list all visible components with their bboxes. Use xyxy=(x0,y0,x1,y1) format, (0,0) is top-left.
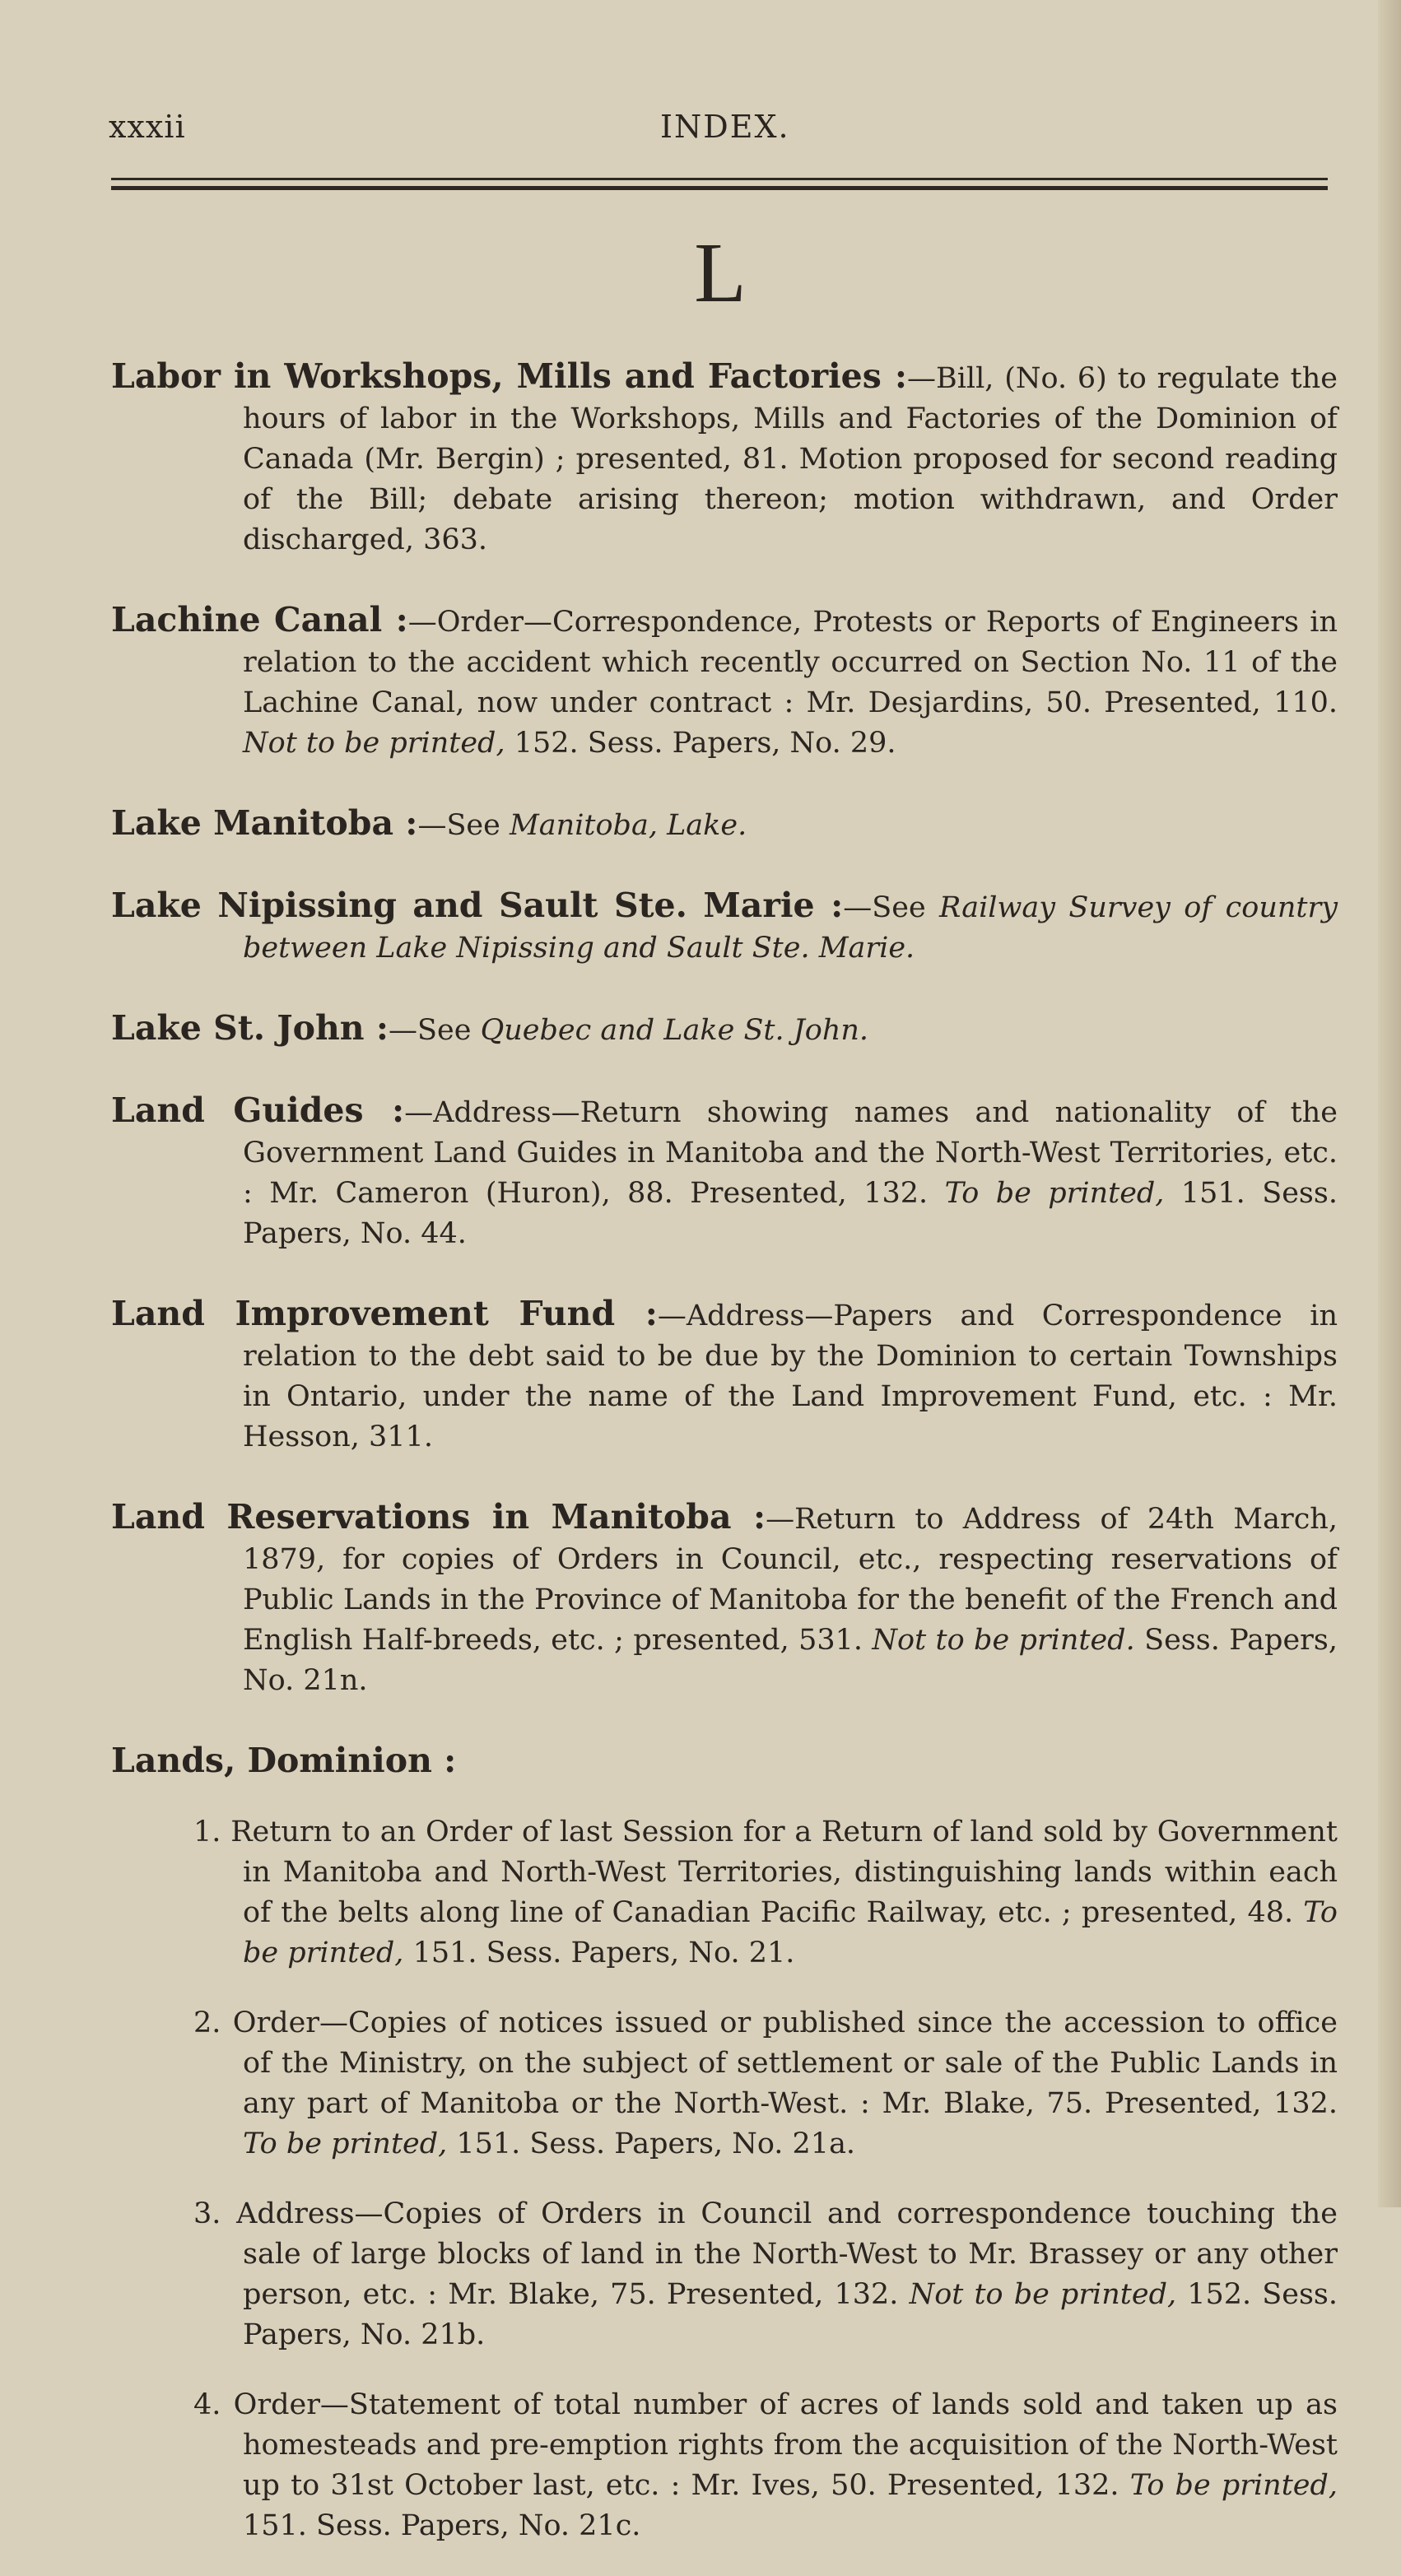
entry-heading: Labor in Workshops, Mills and Factories : xyxy=(111,356,907,396)
page-number: xxxii xyxy=(109,109,186,145)
entry-text: —See xyxy=(843,891,940,924)
item-number: 3. xyxy=(193,2197,221,2230)
index-entry xyxy=(111,1090,1338,1254)
entry-heading: Lake Manitoba : xyxy=(111,803,418,843)
item-italic: To be printed, xyxy=(243,2127,448,2160)
list-item xyxy=(111,1812,1338,1974)
item-text: Order—Statement of total number of acres of lands sold and taken up as homesteads and pre-emption rights from the acquisition of the North-West up to 31st October last, etc. : Mr. Ives, 50. Presented, 132. xyxy=(233,2388,1338,2502)
index-entry xyxy=(111,600,1338,764)
entry-heading: Lake St. John : xyxy=(111,1008,389,1048)
running-title: INDEX. xyxy=(660,109,790,145)
index-entry xyxy=(111,803,1338,846)
item-tail: 152. Sess. Papers, No. 21b. xyxy=(243,2278,1338,2351)
entry-heading: Lachine Canal : xyxy=(111,600,408,639)
entry-heading: Land Reservations in Manitoba : xyxy=(111,1497,766,1537)
list-item xyxy=(111,2003,1338,2164)
item-number: 1. xyxy=(193,1816,221,1848)
entry-italic: Not to be printed. xyxy=(872,1624,1135,1657)
item-italic: To be printed, xyxy=(243,1896,1338,1969)
entry-italic: Quebec and Lake St. John. xyxy=(480,1014,869,1047)
item-text: Return to an Order of last Session for a Return of land sold by Government in Manitoba and North-West Territories, distinguishing lands within each of the belts along line of Canadian Pacific Railway, etc. ; presented, 48. xyxy=(230,1816,1338,1929)
entry-text: —See xyxy=(417,809,510,842)
entry-tail: Sess. Papers, No. 21n. xyxy=(243,1624,1338,1697)
entry-italic: Not to be printed, xyxy=(243,727,505,760)
item-tail: 151. Sess. Papers, No. 21a. xyxy=(447,2127,856,2160)
item-tail: 151. Sess. Papers, No. 21. xyxy=(403,1937,795,1969)
lands-dominion-heading: Lands, Dominion : xyxy=(111,1741,457,1780)
index-entry xyxy=(111,1497,1338,1701)
item-italic: To be printed, xyxy=(1129,2469,1338,2502)
entry-text: —Address—Papers and Correspondence in relation to the debt said to be due by the Dominion to certain Townships in Ontario, under the name of the Land Improvement Fund, etc. : Mr. Hesson, 311. xyxy=(243,1300,1338,1453)
entry-text: —Address—Return showing names and nationality of the Government Land Guides in Manitoba and the North-West Territories, etc. : Mr. Cameron (Huron), 88. Presented, 132. xyxy=(243,1096,1338,1210)
index-entry xyxy=(111,1294,1338,1458)
entry-italic: Manitoba, Lake. xyxy=(509,809,747,842)
entry-italic: To be printed, xyxy=(944,1177,1165,1210)
entry-tail: 151. Sess. Papers, No. 44. xyxy=(243,1177,1338,1250)
index-entry xyxy=(111,886,1338,969)
item-text: Order—Copies of notices issued or published since the accession to office of the Ministry, on the subject of settlement or sale of the Public Lands in any part of Manitoba or the North-West. : Mr. Blake, 75. Presented, 132. xyxy=(232,2006,1338,2120)
item-italic: Not to be printed, xyxy=(909,2278,1177,2311)
item-number: 2. xyxy=(193,2006,221,2039)
entry-italic: Railway Survey of country between Lake Nipissing and Sault Ste. Marie. xyxy=(243,891,1338,965)
header-rule-thin xyxy=(111,178,1328,180)
index-entry xyxy=(111,356,1338,560)
subject-heading xyxy=(111,1741,1338,1783)
index-entry xyxy=(111,1008,1338,1051)
entry-heading: Land Improvement Fund : xyxy=(111,1294,658,1333)
item-number: 4. xyxy=(193,2388,221,2421)
entry-text: —See xyxy=(389,1014,481,1047)
section-letter: L xyxy=(694,226,747,320)
entry-text: —Order—Correspondence, Protests or Reports of Engineers in relation to the accident which recently occurred on Section No. 11 of the Lachine Canal, now under contract : Mr. Desjardins, 50. Presented, 110. xyxy=(243,606,1338,719)
entry-text: —Bill, (No. 6) to regulate the hours of labor in the Workshops, Mills and Factories of the Dominion of Canada (Mr. Bergin) ; presented, 81. Motion proposed for second reading of the Bill; debate arising thereon; motion withdrawn, and Order discharged, 363. xyxy=(243,362,1338,556)
index-entries xyxy=(111,328,1338,2576)
header-rule-thick xyxy=(111,186,1328,190)
entry-heading: Land Guides : xyxy=(111,1090,405,1130)
item-text: Address—Copies of Orders in Council and correspondence touching the sale of large blocks of land in the North-West to Mr. Brassey or any other person, etc. : Mr. Blake, 75. Presented, 132. xyxy=(236,2197,1338,2311)
item-tail: 151. Sess. Papers, No. 21c. xyxy=(243,2509,641,2542)
page-edge xyxy=(1378,0,1401,2207)
entry-tail: 152. Sess. Papers, No. 29. xyxy=(505,727,896,760)
page-header xyxy=(109,109,1327,158)
list-item xyxy=(111,2194,1338,2355)
list-item xyxy=(111,2385,1338,2546)
entry-heading: Lake Nipissing and Sault Ste. Marie : xyxy=(111,886,844,925)
entry-text: —Return to Address of 24th March, 1879, for copies of Orders in Council, etc., respecting reservations of Public Lands in the Province of Manitoba for the benefit of the French and English Half-breeds, etc. ; presented, 531. xyxy=(243,1503,1338,1657)
